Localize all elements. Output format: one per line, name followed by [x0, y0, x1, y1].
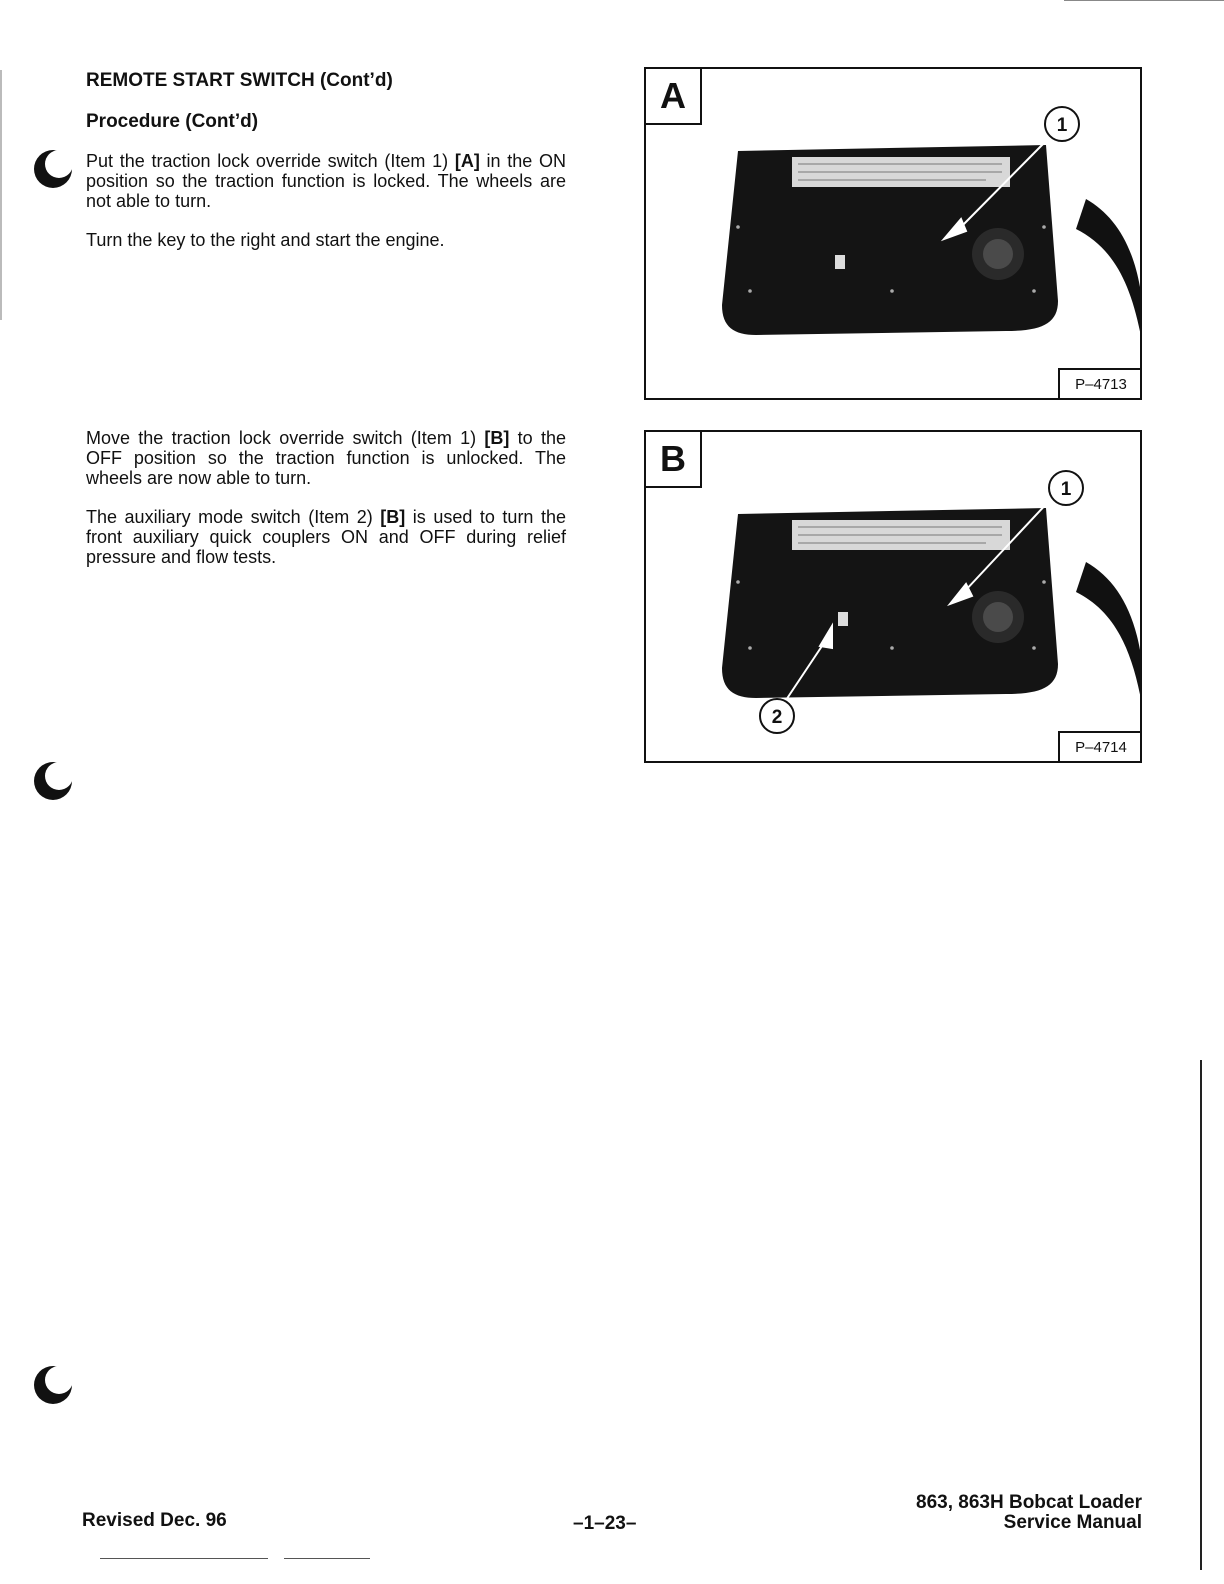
paragraph-start-engine: Turn the key to the right and start the engine. — [86, 230, 445, 250]
binder-hole-icon — [30, 146, 76, 192]
callout-2: 2 — [771, 707, 783, 728]
paragraph-lock-on — [86, 151, 566, 211]
revision-date: Revised Dec. 96 — [82, 1510, 227, 1531]
figure-b — [644, 430, 1142, 763]
figure-ref: [A] — [454, 151, 480, 171]
paragraph-aux-mode — [86, 507, 566, 567]
paragraph-text: to the OFF position so the traction function is unlocked. The wheels are now able to turn. — [86, 428, 566, 488]
figure-letter-a: A — [644, 67, 702, 125]
paragraph-text: is used to turn the front auxiliary quick couplers ON and OFF during relief pressure and flow tests. — [86, 507, 566, 567]
manual-title — [916, 1493, 1142, 1533]
figure-a — [644, 67, 1142, 400]
figure-letter-b: B — [644, 430, 702, 488]
scan-edge-left — [0, 70, 2, 320]
page-number: –1–23– — [573, 1513, 637, 1534]
paragraph-text: Put the traction lock override switch (Item 1) — [86, 151, 455, 171]
scan-artifact-rule — [100, 1558, 268, 1559]
subsection-title: Procedure (Cont’d) — [86, 111, 259, 132]
binder-hole-icon — [30, 1362, 76, 1408]
paragraph-lock-off — [86, 428, 566, 488]
paragraph-text: in the ON position so the traction function is locked. The wheels are not able to turn. — [86, 151, 566, 211]
remote-control-box-photo — [646, 69, 1142, 400]
callout-1: 1 — [1056, 115, 1068, 136]
figure-ref: [B] — [484, 428, 510, 448]
scan-artifact-rule — [284, 1558, 370, 1559]
scan-edge-top — [1064, 0, 1224, 1]
manual-title-line2: Service Manual — [1003, 1512, 1142, 1533]
section-title: REMOTE START SWITCH (Cont’d) — [86, 70, 393, 91]
remote-control-box-photo — [646, 432, 1142, 763]
figure-code-a: P–4713 — [1058, 368, 1142, 400]
manual-title-line1: 863, 863H Bobcat Loader — [916, 1492, 1142, 1513]
binder-hole-icon — [30, 758, 76, 804]
scan-edge-right — [1200, 1060, 1202, 1570]
callout-1: 1 — [1060, 479, 1072, 500]
figure-ref: [B] — [380, 507, 406, 527]
figure-code-b: P–4714 — [1058, 731, 1142, 763]
paragraph-text: The auxiliary mode switch (Item 2) — [86, 507, 381, 527]
paragraph-text: Move the traction lock override switch (Item 1) — [86, 428, 485, 448]
